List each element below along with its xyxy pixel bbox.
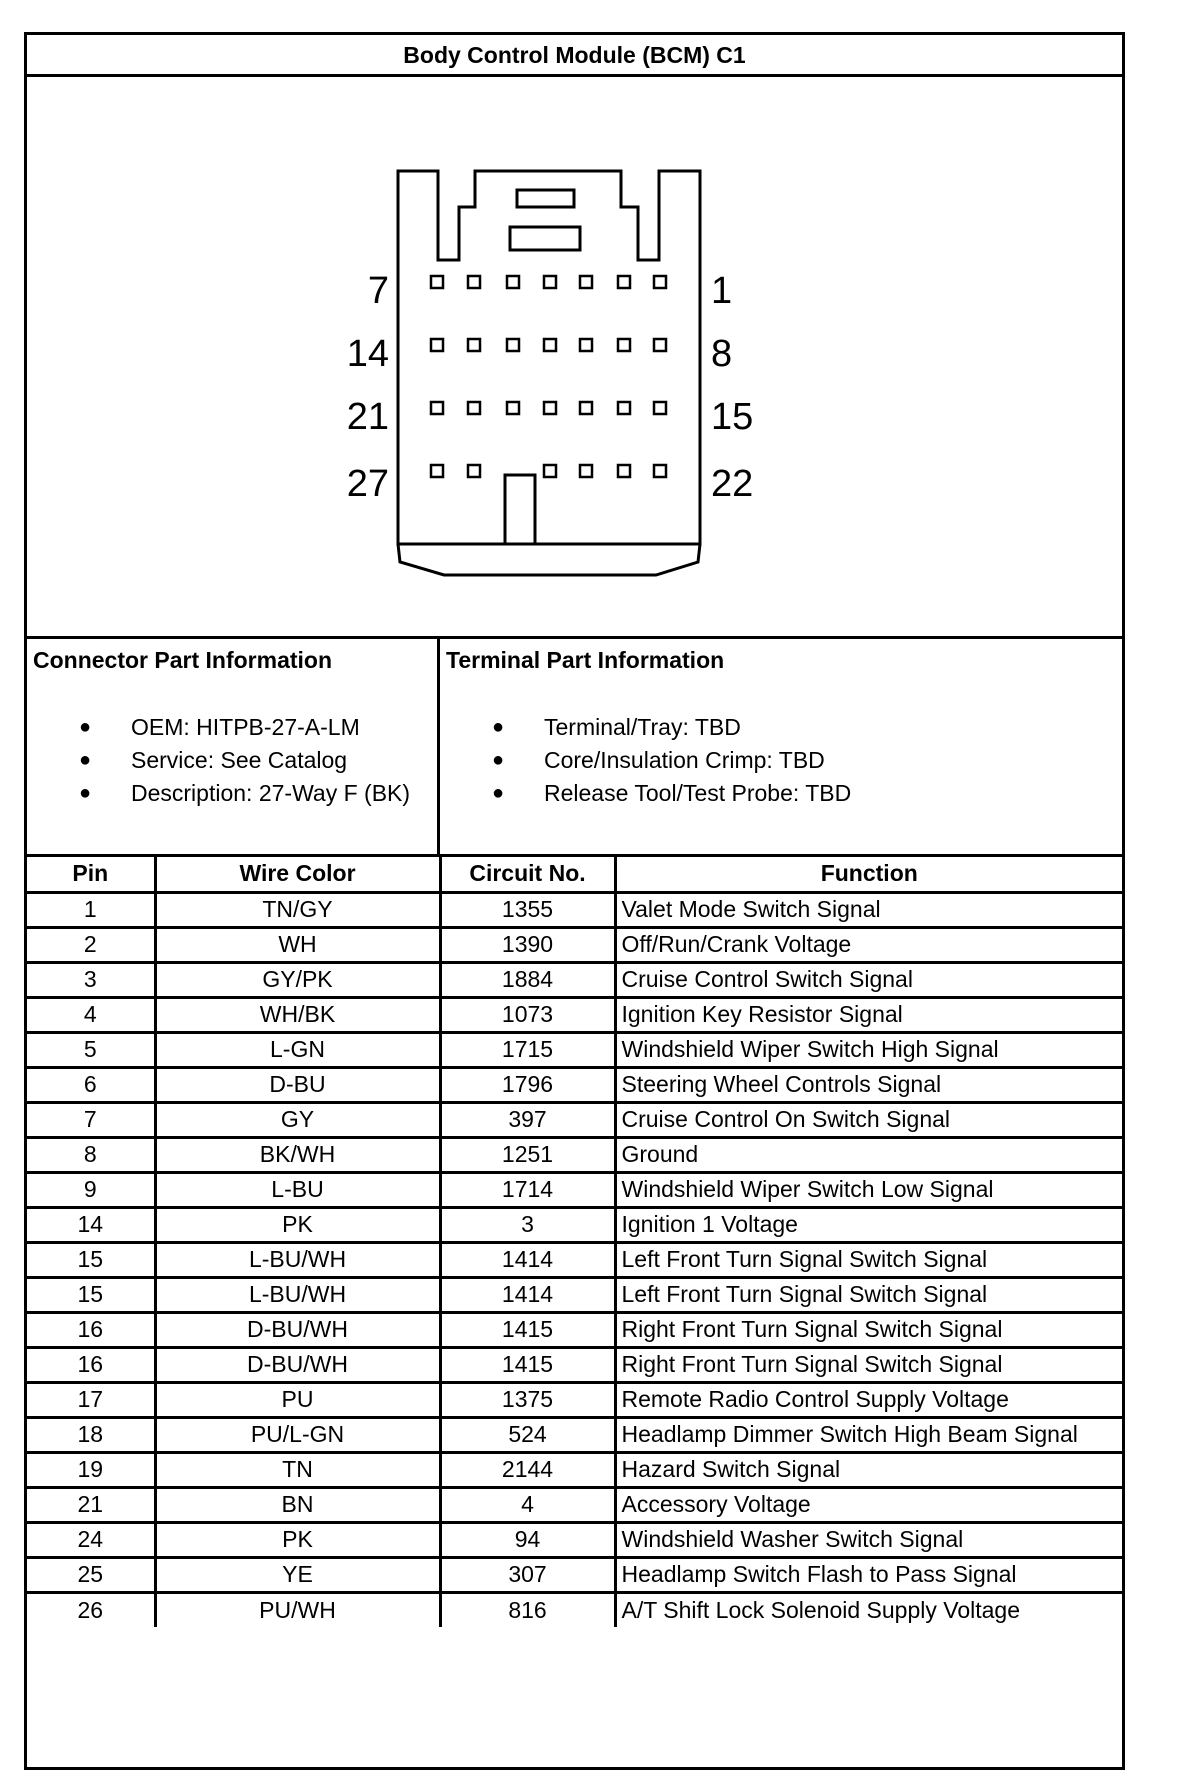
pin-cell: 18 xyxy=(27,1417,155,1452)
wire-color-cell: GY xyxy=(155,1102,440,1137)
circuit-number-cell: 307 xyxy=(440,1557,615,1592)
table-row xyxy=(27,1207,1122,1242)
function-cell: Right Front Turn Signal Switch Signal xyxy=(615,1347,1122,1382)
table-row xyxy=(27,1382,1122,1417)
function-cell: Windshield Washer Switch Signal xyxy=(615,1522,1122,1557)
function-cell: Windshield Wiper Switch High Signal xyxy=(615,1032,1122,1067)
pin-cell: 15 xyxy=(27,1277,155,1312)
circuit-number-cell: 1796 xyxy=(440,1067,615,1102)
table-row xyxy=(27,1312,1122,1347)
terminal-cavity xyxy=(580,402,592,414)
circuit-number-cell: 1415 xyxy=(440,1347,615,1382)
table-row xyxy=(27,1487,1122,1522)
pin-cell: 3 xyxy=(27,962,155,997)
circuit-number-cell: 1714 xyxy=(440,1172,615,1207)
table-row xyxy=(27,997,1122,1032)
connector-info-list xyxy=(27,711,410,810)
terminal-cavity xyxy=(544,339,556,351)
list-item xyxy=(440,777,851,810)
pin-cell: 7 xyxy=(27,1102,155,1137)
function-cell: Cruise Control Switch Signal xyxy=(615,962,1122,997)
wire-color-cell: YE xyxy=(155,1557,440,1592)
wire-color-cell: WH/BK xyxy=(155,997,440,1032)
pin-cell: 24 xyxy=(27,1522,155,1557)
row-label-right: 15 xyxy=(711,396,754,438)
function-cell: Steering Wheel Controls Signal xyxy=(615,1067,1122,1102)
circuit-number-cell: 816 xyxy=(440,1592,615,1627)
row-label-left: 27 xyxy=(346,463,389,505)
terminal-cavity xyxy=(618,402,630,414)
list-item xyxy=(440,744,851,777)
terminal-cavity xyxy=(507,339,519,351)
function-cell: Right Front Turn Signal Switch Signal xyxy=(615,1312,1122,1347)
wire-color-cell: PU/WH xyxy=(155,1592,440,1627)
terminal-cavity xyxy=(654,276,666,288)
function-cell: Windshield Wiper Switch Low Signal xyxy=(615,1172,1122,1207)
circuit-number-cell: 1884 xyxy=(440,962,615,997)
terminal-cavity xyxy=(618,276,630,288)
terminal-cavity xyxy=(580,276,592,288)
terminal-info-item: Release Tool/Test Probe: TBD xyxy=(544,780,852,806)
terminal-cavity xyxy=(507,402,519,414)
circuit-number-cell: 524 xyxy=(440,1417,615,1452)
table-row xyxy=(27,1277,1122,1312)
circuit-number-cell: 1073 xyxy=(440,997,615,1032)
terminal-cavity xyxy=(468,465,480,477)
pin-cell: 16 xyxy=(27,1312,155,1347)
table-row xyxy=(27,927,1122,962)
terminal-cavity xyxy=(544,276,556,288)
wire-color-cell: D-BU/WH xyxy=(155,1347,440,1382)
table-row xyxy=(27,1347,1122,1382)
list-item xyxy=(440,711,851,744)
wire-color-cell: L-BU/WH xyxy=(155,1277,440,1312)
terminal-cavity xyxy=(544,465,556,477)
wire-color-cell: GY/PK xyxy=(155,962,440,997)
column-header-wire-color: Wire Color xyxy=(155,857,440,892)
page-title: Body Control Module (BCM) C1 xyxy=(27,35,1122,77)
function-cell: Valet Mode Switch Signal xyxy=(615,892,1122,927)
connector-sheet xyxy=(24,32,1125,1770)
row-label-left: 14 xyxy=(346,333,389,375)
circuit-number-cell: 4 xyxy=(440,1487,615,1522)
pin-cell: 1 xyxy=(27,892,155,927)
table-row xyxy=(27,1452,1122,1487)
function-cell: Accessory Voltage xyxy=(615,1487,1122,1522)
function-cell: Headlamp Dimmer Switch High Beam Signal xyxy=(615,1417,1122,1452)
wire-color-cell: PU/L-GN xyxy=(155,1417,440,1452)
circuit-number-cell: 1414 xyxy=(440,1277,615,1312)
bullet-icon: ● xyxy=(79,782,92,804)
pin-cell: 9 xyxy=(27,1172,155,1207)
function-cell: Off/Run/Crank Voltage xyxy=(615,927,1122,962)
circuit-number-cell: 1415 xyxy=(440,1312,615,1347)
terminal-cavity xyxy=(468,339,480,351)
row-label-right: 1 xyxy=(711,270,733,312)
wire-color-cell: L-GN xyxy=(155,1032,440,1067)
function-cell: Remote Radio Control Supply Voltage xyxy=(615,1382,1122,1417)
pin-cell: 2 xyxy=(27,927,155,962)
list-item xyxy=(27,744,410,777)
terminal-cavity xyxy=(580,339,592,351)
wire-color-cell: TN xyxy=(155,1452,440,1487)
connector-face-drawing xyxy=(27,77,1122,636)
terminal-part-information xyxy=(440,639,1122,857)
row-label-right: 8 xyxy=(711,333,733,375)
function-cell: Left Front Turn Signal Switch Signal xyxy=(615,1277,1122,1312)
function-cell: Ignition Key Resistor Signal xyxy=(615,997,1122,1032)
table-row xyxy=(27,962,1122,997)
pin-cell: 4 xyxy=(27,997,155,1032)
circuit-number-cell: 1375 xyxy=(440,1382,615,1417)
cavity-grid xyxy=(431,276,666,477)
circuit-number-cell: 2144 xyxy=(440,1452,615,1487)
terminal-cavity xyxy=(431,339,443,351)
table-row xyxy=(27,1242,1122,1277)
terminal-info-item: Terminal/Tray: TBD xyxy=(544,714,741,740)
terminal-cavity xyxy=(507,276,519,288)
wire-color-cell: D-BU xyxy=(155,1067,440,1102)
connector-diagram xyxy=(27,77,1122,639)
bullet-icon: ● xyxy=(79,716,92,738)
table-row xyxy=(27,1417,1122,1452)
wire-color-cell: TN/GY xyxy=(155,892,440,927)
terminal-cavity xyxy=(580,465,592,477)
column-header-pin: Pin xyxy=(27,857,155,892)
connector-info-item: OEM: HITPB-27-A-LM xyxy=(131,714,360,740)
pin-cell: 19 xyxy=(27,1452,155,1487)
function-cell: Hazard Switch Signal xyxy=(615,1452,1122,1487)
table-header-row xyxy=(27,857,1122,892)
pin-cell: 21 xyxy=(27,1487,155,1522)
terminal-cavity xyxy=(468,276,480,288)
circuit-number-cell: 94 xyxy=(440,1522,615,1557)
circuit-number-cell: 1414 xyxy=(440,1242,615,1277)
pin-cell: 15 xyxy=(27,1242,155,1277)
terminal-cavity xyxy=(431,465,443,477)
connector-info-item: Description: 27-Way F (BK) xyxy=(131,780,411,806)
wire-color-cell: BK/WH xyxy=(155,1137,440,1172)
terminal-cavity xyxy=(654,339,666,351)
terminal-cavity xyxy=(431,402,443,414)
column-header-function: Function xyxy=(615,857,1122,892)
circuit-number-cell: 1355 xyxy=(440,892,615,927)
row-label-left: 21 xyxy=(346,396,389,438)
wire-color-cell: L-BU/WH xyxy=(155,1242,440,1277)
pin-cell: 14 xyxy=(27,1207,155,1242)
table-row xyxy=(27,1102,1122,1137)
terminal-cavity xyxy=(468,402,480,414)
connector-info-heading: Connector Part Information xyxy=(33,647,333,673)
function-cell: Left Front Turn Signal Switch Signal xyxy=(615,1242,1122,1277)
wire-color-cell: WH xyxy=(155,927,440,962)
circuit-number-cell: 397 xyxy=(440,1102,615,1137)
pin-cell: 25 xyxy=(27,1557,155,1592)
terminal-cavity xyxy=(431,276,443,288)
terminal-cavity xyxy=(654,465,666,477)
circuit-number-cell: 3 xyxy=(440,1207,615,1242)
row-label-right: 22 xyxy=(711,463,754,505)
pinout-table xyxy=(27,857,1122,1627)
table-row xyxy=(27,1137,1122,1172)
connector-info-item: Service: See Catalog xyxy=(131,747,348,773)
table-row xyxy=(27,1172,1122,1207)
table-row xyxy=(27,1032,1122,1067)
bullet-icon: ● xyxy=(492,749,505,771)
table-row xyxy=(27,1522,1122,1557)
table-row xyxy=(27,1557,1122,1592)
terminal-cavity xyxy=(654,402,666,414)
bullet-icon: ● xyxy=(492,782,505,804)
list-item xyxy=(27,711,410,744)
function-cell: Headlamp Switch Flash to Pass Signal xyxy=(615,1557,1122,1592)
bullet-icon: ● xyxy=(492,716,505,738)
wire-color-cell: PK xyxy=(155,1522,440,1557)
table-row xyxy=(27,892,1122,927)
terminal-cavity xyxy=(618,465,630,477)
pin-cell: 5 xyxy=(27,1032,155,1067)
terminal-cavity xyxy=(618,339,630,351)
function-cell: Ignition 1 Voltage xyxy=(615,1207,1122,1242)
circuit-number-cell: 1251 xyxy=(440,1137,615,1172)
terminal-info-list xyxy=(440,711,851,810)
circuit-number-cell: 1715 xyxy=(440,1032,615,1067)
pin-cell: 6 xyxy=(27,1067,155,1102)
function-cell: Cruise Control On Switch Signal xyxy=(615,1102,1122,1137)
wire-color-cell: D-BU/WH xyxy=(155,1312,440,1347)
column-header-circuit-no: Circuit No. xyxy=(440,857,615,892)
table-row xyxy=(27,1067,1122,1102)
pin-cell: 17 xyxy=(27,1382,155,1417)
circuit-number-cell: 1390 xyxy=(440,927,615,962)
function-cell: A/T Shift Lock Solenoid Supply Voltage xyxy=(615,1592,1122,1627)
function-cell: Ground xyxy=(615,1137,1122,1172)
pin-cell: 8 xyxy=(27,1137,155,1172)
bullet-icon: ● xyxy=(79,749,92,771)
list-item xyxy=(27,777,410,810)
table-row xyxy=(27,1592,1122,1627)
pin-cell: 26 xyxy=(27,1592,155,1627)
wire-color-cell: PU xyxy=(155,1382,440,1417)
connector-part-information xyxy=(27,639,440,857)
pinout-table-body xyxy=(27,892,1122,1627)
terminal-info-heading: Terminal Part Information xyxy=(446,647,725,673)
terminal-info-item: Core/Insulation Crimp: TBD xyxy=(544,747,825,773)
wire-color-cell: L-BU xyxy=(155,1172,440,1207)
pin-cell: 16 xyxy=(27,1347,155,1382)
wire-color-cell: PK xyxy=(155,1207,440,1242)
wire-color-cell: BN xyxy=(155,1487,440,1522)
terminal-cavity xyxy=(544,402,556,414)
row-label-left: 7 xyxy=(367,270,389,312)
